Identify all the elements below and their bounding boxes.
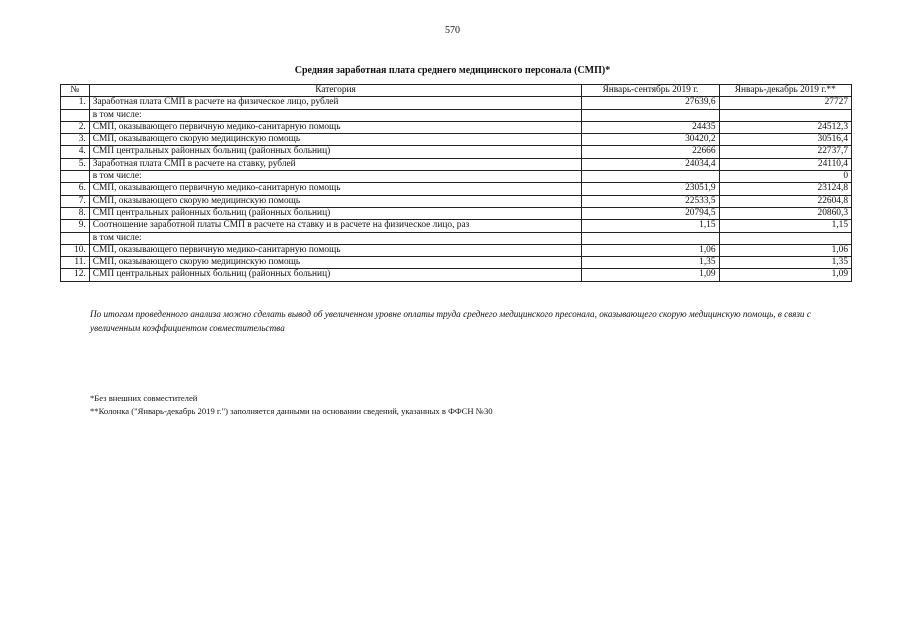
row-value-jan-sep: 1,09 <box>582 269 719 281</box>
row-number: 12. <box>61 269 90 281</box>
row-value-jan-sep: 22666 <box>582 146 719 158</box>
row-number <box>61 109 90 121</box>
row-value-jan-dec: 23124,8 <box>719 183 851 195</box>
row-value-jan-dec: 30516,4 <box>719 134 851 146</box>
row-number: 11. <box>61 257 90 269</box>
row-value-jan-dec: 24110,4 <box>719 158 851 170</box>
table-header-row <box>61 85 852 97</box>
row-category: Заработная плата СМП в расчете на физическое лицо, рублей <box>89 97 582 109</box>
table-row <box>61 158 852 170</box>
row-value-jan-sep: 24435 <box>582 121 719 133</box>
row-category: Заработная плата СМП в расчете на ставку, рублей <box>89 158 582 170</box>
row-value-jan-sep: 23051,9 <box>582 183 719 195</box>
table-row <box>61 146 852 158</box>
row-value-jan-dec: 20860,3 <box>719 207 851 219</box>
row-value-jan-dec: 1,15 <box>719 220 851 232</box>
row-value-jan-sep: 27639,6 <box>582 97 719 109</box>
row-category: СМП, оказывающего скорую медицинскую помощь <box>89 134 582 146</box>
row-category: Соотношение заработной платы СМП в расчете на ставку и в расчете на физическое лицо, раз <box>89 220 582 232</box>
row-value-jan-dec: 22737,7 <box>719 146 851 158</box>
row-number: 9. <box>61 220 90 232</box>
row-value-jan-dec: 1,35 <box>719 257 851 269</box>
row-number: 4. <box>61 146 90 158</box>
row-category: в том числе: <box>89 109 582 121</box>
page-number: 570 <box>445 25 460 36</box>
table-row <box>61 121 852 133</box>
row-number <box>61 171 90 183</box>
row-number: 8. <box>61 207 90 219</box>
row-number: 7. <box>61 195 90 207</box>
table-row <box>61 134 852 146</box>
row-value-jan-sep: 30420,2 <box>582 134 719 146</box>
table-row <box>61 207 852 219</box>
table-row <box>61 220 852 232</box>
row-category: СМП центральных районных больниц (районных больниц) <box>89 269 582 281</box>
table-row <box>61 232 852 244</box>
row-value-jan-dec: 22604,8 <box>719 195 851 207</box>
row-number: 1. <box>61 97 90 109</box>
header-number: № <box>61 85 90 97</box>
table-row <box>61 183 852 195</box>
header-jan-dec: Январь-декабрь 2019 г.** <box>719 85 851 97</box>
row-category: СМП, оказывающего скорую медицинскую помощь <box>89 195 582 207</box>
row-category: в том числе: <box>89 171 582 183</box>
row-number: 2. <box>61 121 90 133</box>
footnote-column-source: **Колонка ("Январь-декабрь 2019 г.") заполняется данными на основании сведений, указанных в ФФСН №30 <box>90 406 493 416</box>
row-value-jan-dec: 27727 <box>719 97 851 109</box>
table-row <box>61 109 852 121</box>
header-jan-sep: Январь-сентябрь 2019 г. <box>582 85 719 97</box>
row-category: СМП, оказывающего скорую медицинскую помощь <box>89 257 582 269</box>
row-value-jan-sep: 1,35 <box>582 257 719 269</box>
row-value-jan-sep: 1,06 <box>582 244 719 256</box>
row-value-jan-sep: 20794,5 <box>582 207 719 219</box>
table-row <box>61 195 852 207</box>
row-number: 10. <box>61 244 90 256</box>
table-row <box>61 171 852 183</box>
footnote-external-part-timers: *Без внешних совместителей <box>90 393 198 403</box>
row-value-jan-sep <box>582 232 719 244</box>
row-value-jan-dec: 1,06 <box>719 244 851 256</box>
row-number: 6. <box>61 183 90 195</box>
row-value-jan-dec: 1,09 <box>719 269 851 281</box>
row-category: СМП, оказывающего первичную медико-санитарную помощь <box>89 244 582 256</box>
row-category: СМП, оказывающего первичную медико-санитарную помощь <box>89 121 582 133</box>
row-value-jan-dec: 0 <box>719 171 851 183</box>
row-category: СМП центральных районных больниц (районных больниц) <box>89 207 582 219</box>
row-category: СМП центральных районных больниц (районных больниц) <box>89 146 582 158</box>
header-category: Категория <box>89 85 582 97</box>
row-value-jan-dec <box>719 109 851 121</box>
row-value-jan-sep: 22533,5 <box>582 195 719 207</box>
table-row <box>61 269 852 281</box>
row-category: в том числе: <box>89 232 582 244</box>
row-number: 5. <box>61 158 90 170</box>
table-row <box>61 97 852 109</box>
row-value-jan-sep <box>582 109 719 121</box>
row-number <box>61 232 90 244</box>
row-value-jan-dec: 24512,3 <box>719 121 851 133</box>
row-number: 3. <box>61 134 90 146</box>
salary-table <box>60 84 852 282</box>
analysis-conclusion: По итогам проведенного анализа можно сделать вывод об увеличенном уровне оплаты труда среднего медицинского пресонала, оказывающего скорую медицинскую помощь, в связи с увеличенным коэффициентом совместительства <box>90 309 811 333</box>
row-value-jan-dec <box>719 232 851 244</box>
row-value-jan-sep <box>582 171 719 183</box>
row-value-jan-sep: 24034,4 <box>582 158 719 170</box>
table-row <box>61 244 852 256</box>
table-title: Средняя заработная плата среднего медицинского персонала (СМП)* <box>294 65 611 76</box>
row-value-jan-sep: 1,15 <box>582 220 719 232</box>
table-row <box>61 257 852 269</box>
row-category: СМП, оказывающего первичную медико-санитарную помощь <box>89 183 582 195</box>
